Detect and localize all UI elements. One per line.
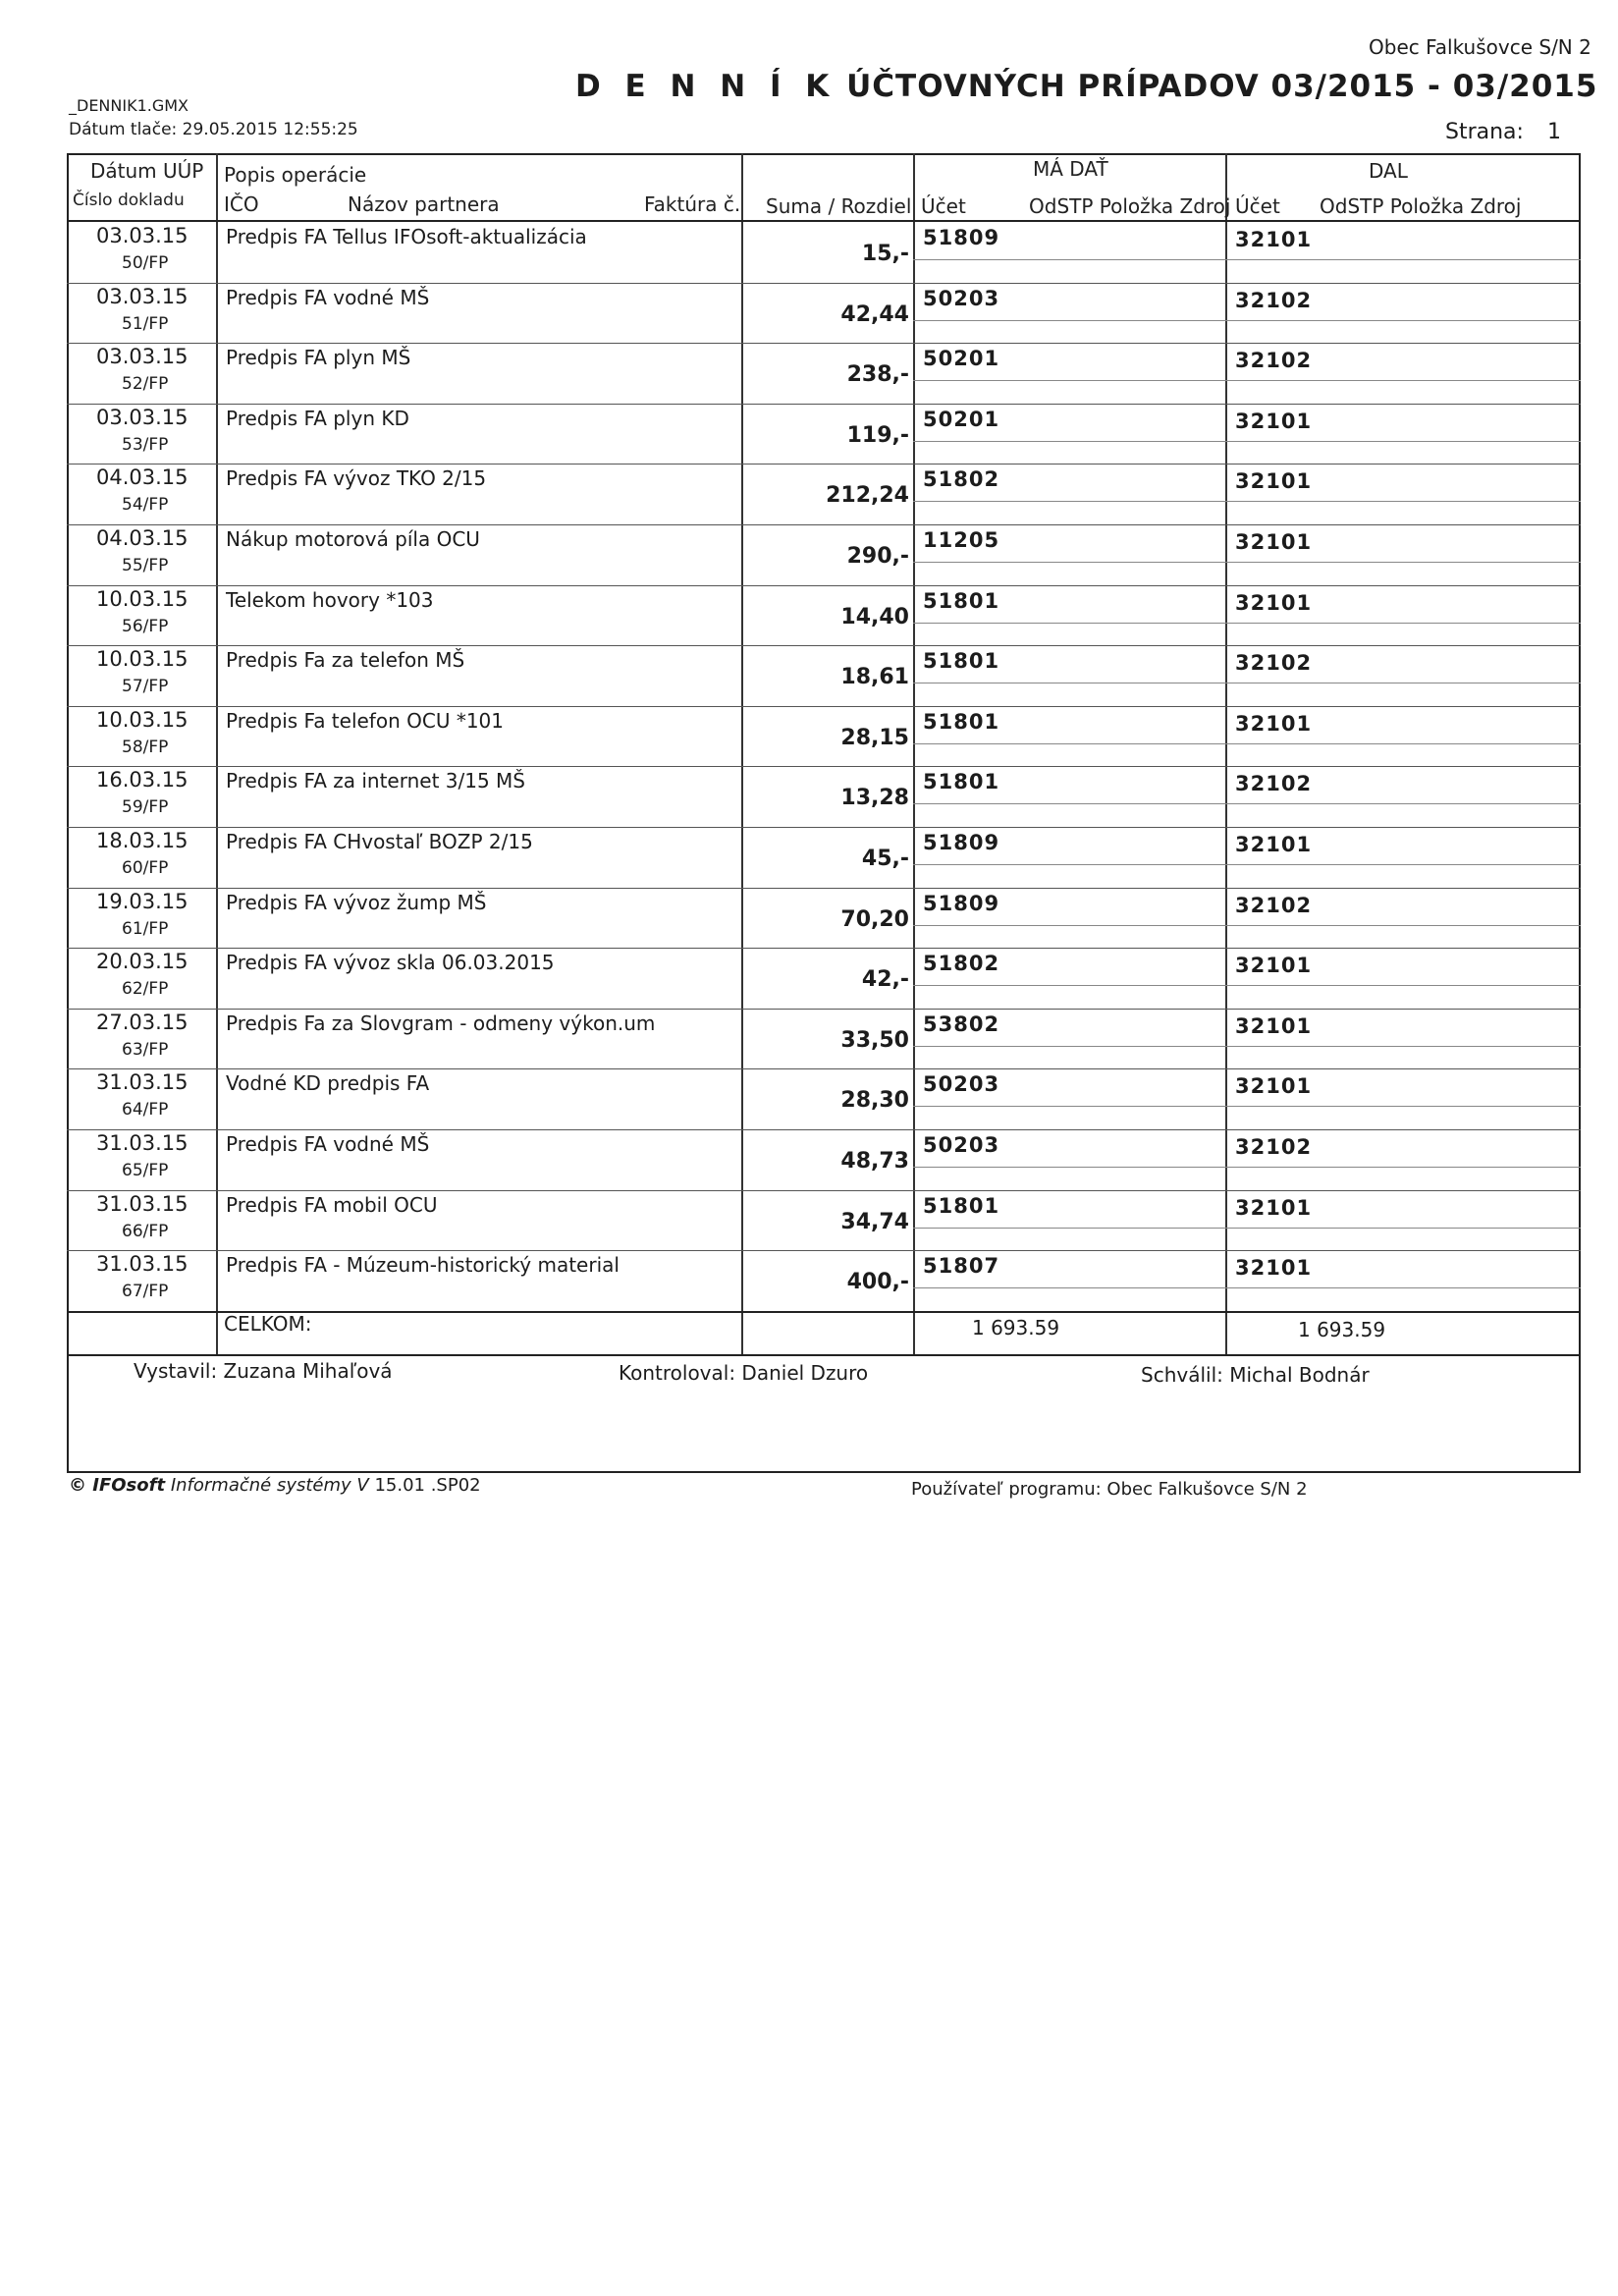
- row-date: 10.03.15: [96, 586, 189, 611]
- col-header-partner: Názov partnera: [348, 192, 500, 216]
- grid-vline: [216, 153, 218, 1354]
- row-date: 03.03.15: [96, 345, 189, 369]
- row-ma-dat-account: 50201: [923, 347, 1000, 371]
- row-ma-dat-account: 53802: [923, 1011, 1000, 1036]
- row-date: 10.03.15: [96, 647, 189, 672]
- row-doc-number: 63/FP: [122, 1039, 169, 1060]
- grid-hline: [913, 441, 1581, 442]
- row-amount: 14,40: [840, 604, 909, 629]
- grid-hline: [913, 985, 1581, 986]
- row-date: 31.03.15: [96, 1191, 189, 1216]
- row-ma-dat-account: 51801: [923, 588, 1000, 613]
- row-date: 10.03.15: [96, 707, 189, 732]
- document-title: [575, 69, 1597, 104]
- row-dal-account: 32101: [1235, 409, 1313, 433]
- row-dal-account: 32101: [1235, 1013, 1313, 1038]
- grid-hline: [913, 1106, 1581, 1107]
- row-amount: 290,-: [846, 544, 909, 569]
- row-dal-account: 32102: [1235, 349, 1313, 373]
- approved-by: Schválil: Michal Bodnár: [1141, 1363, 1370, 1387]
- col-header-date: Dátum UÚP: [90, 159, 204, 183]
- title-lead: D E N N Í K: [575, 69, 836, 104]
- grid-hline: [913, 1167, 1581, 1168]
- row-amount: 212,24: [826, 483, 909, 509]
- row-dal-account: 32101: [1235, 711, 1313, 736]
- software-name: © IFOsoft: [69, 1475, 166, 1496]
- row-doc-number: 50/FP: [122, 253, 169, 273]
- row-description: Nákup motorová píla OCU: [226, 527, 480, 551]
- grid-hline: [67, 948, 1581, 949]
- row-description: Predpis FA - Múzeum-historický material: [226, 1253, 620, 1278]
- grid-hline: [67, 1354, 1581, 1356]
- row-amount: 45,-: [861, 847, 909, 871]
- grid-hline: [67, 1068, 1581, 1069]
- row-description: Vodné KD predpis FA: [226, 1071, 430, 1096]
- row-dal-account: 32101: [1235, 954, 1313, 978]
- row-amount: 42,44: [840, 301, 909, 327]
- grid-hline: [67, 766, 1581, 767]
- row-description: Predpis FA mobil OCU: [226, 1192, 438, 1217]
- software-credit: [69, 1475, 481, 1496]
- file-name: _DENNIK1.GMX: [69, 96, 189, 115]
- grid-hline: [67, 1129, 1581, 1130]
- row-date: 03.03.15: [96, 405, 189, 429]
- grid-hline: [913, 864, 1581, 865]
- print-date: Dátum tlače: 29.05.2015 12:55:25: [69, 120, 358, 139]
- col-header-ico: IČO: [224, 192, 259, 216]
- row-dal-account: 32102: [1235, 772, 1313, 796]
- grid-hline: [67, 220, 1581, 222]
- row-ma-dat-account: 11205: [923, 528, 1000, 552]
- col-header-invoice: Faktúra č.: [644, 192, 741, 216]
- row-doc-number: 61/FP: [122, 918, 169, 939]
- row-ma-dat-account: 51801: [923, 1193, 1000, 1218]
- row-description: Predpis FA vývoz TKO 2/15: [226, 466, 487, 491]
- row-dal-account: 32101: [1235, 228, 1313, 251]
- row-dal-account: 32101: [1235, 1195, 1313, 1220]
- row-description: Predpis FA vodné MŠ: [226, 285, 430, 309]
- totals-dal: 1 693.59: [1298, 1318, 1386, 1341]
- row-ma-dat-account: 51807: [923, 1254, 1000, 1279]
- row-dal-account: 32101: [1235, 833, 1313, 856]
- grid-hline: [67, 1190, 1581, 1191]
- row-dal-account: 32102: [1235, 288, 1313, 312]
- row-amount: 48,73: [840, 1149, 909, 1174]
- row-doc-number: 60/FP: [122, 858, 169, 878]
- row-doc-number: 62/FP: [122, 979, 169, 1000]
- grid-hline: [67, 827, 1581, 828]
- row-description: Predpis FA vývoz žump MŠ: [226, 890, 487, 914]
- grid-hline: [67, 404, 1581, 405]
- row-doc-number: 54/FP: [122, 495, 169, 516]
- row-ma-dat-account: 51809: [923, 226, 1000, 249]
- row-doc-number: 56/FP: [122, 616, 169, 636]
- grid-hline: [913, 623, 1581, 624]
- row-ma-dat-account: 50203: [923, 286, 1000, 310]
- row-dal-account: 32102: [1235, 651, 1313, 676]
- grid-hline: [67, 283, 1581, 284]
- row-description: Predpis FA Tellus IFOsoft-aktualizácia: [226, 225, 587, 248]
- row-dal-account: 32102: [1235, 893, 1313, 917]
- grid-hline: [913, 1287, 1581, 1288]
- grid-hline: [913, 380, 1581, 381]
- issued-by: Vystavil: Zuzana Mihaľová: [134, 1359, 393, 1383]
- row-description: Predpis FA vývoz skla 06.03.2015: [226, 951, 555, 975]
- grid-hline: [67, 585, 1581, 586]
- row-amount: 238,-: [846, 362, 909, 388]
- row-doc-number: 59/FP: [122, 797, 169, 818]
- col-header-dal-sub: OdSTP Položka Zdroj: [1320, 194, 1522, 218]
- row-amount: 400,-: [846, 1270, 909, 1295]
- row-date: 19.03.15: [96, 889, 189, 913]
- row-date: 18.03.15: [96, 829, 189, 852]
- row-date: 03.03.15: [96, 224, 189, 247]
- row-description: Predpis Fa telefon OCU *101: [226, 708, 504, 733]
- software-desc: Informačné systémy V: [170, 1475, 369, 1496]
- row-amount: 34,74: [840, 1209, 909, 1234]
- col-header-doc: Číslo dokladu: [73, 191, 185, 210]
- col-header-desc: Popis operácie: [224, 163, 367, 187]
- row-ma-dat-account: 51809: [923, 891, 1000, 915]
- grid-hline: [913, 925, 1581, 926]
- row-description: Predpis Fa za Slovgram - odmeny výkon.um: [226, 1011, 656, 1035]
- row-amount: 42,-: [861, 967, 909, 993]
- row-ma-dat-account: 51801: [923, 649, 1000, 674]
- row-dal-account: 32101: [1235, 1256, 1313, 1281]
- row-date: 31.03.15: [96, 1070, 189, 1095]
- col-header-dal-ucet: Účet: [1235, 194, 1280, 218]
- row-ma-dat-account: 51809: [923, 831, 1000, 854]
- row-dal-account: 32101: [1235, 590, 1313, 615]
- row-amount: 119,-: [846, 422, 909, 448]
- program-user: Používateľ programu: Obec Falkušovce S/N 2: [911, 1479, 1308, 1500]
- row-amount: 13,28: [840, 786, 909, 811]
- row-doc-number: 52/FP: [122, 374, 169, 395]
- row-date: 04.03.15: [96, 465, 189, 490]
- totals-ma-dat: 1 693.59: [972, 1316, 1060, 1339]
- grid-vline: [1225, 153, 1227, 1354]
- row-doc-number: 67/FP: [122, 1282, 169, 1302]
- grid-hline: [67, 524, 1581, 525]
- row-ma-dat-account: 51802: [923, 467, 1000, 492]
- grid-hline: [67, 645, 1581, 646]
- row-doc-number: 66/FP: [122, 1221, 169, 1241]
- grid-hline: [913, 259, 1581, 260]
- row-ma-dat-account: 51802: [923, 952, 1000, 976]
- col-header-ma-dat: MÁ DAŤ: [1033, 157, 1108, 181]
- row-ma-dat-account: 51801: [923, 770, 1000, 794]
- row-dal-account: 32101: [1235, 530, 1313, 554]
- grid-hline: [913, 743, 1581, 744]
- row-dal-account: 32101: [1235, 1074, 1313, 1099]
- row-doc-number: 64/FP: [122, 1100, 169, 1121]
- grid-hline: [67, 888, 1581, 889]
- grid-hline: [913, 1046, 1581, 1047]
- row-amount: 28,30: [840, 1088, 909, 1114]
- totals-label: CELKOM:: [224, 1312, 312, 1336]
- grid-hline: [913, 803, 1581, 804]
- row-description: Predpis FA plyn MŠ: [226, 346, 411, 370]
- row-description: Predpis FA za internet 3/15 MŠ: [226, 769, 525, 793]
- row-ma-dat-account: 50203: [923, 1072, 1000, 1097]
- grid-hline: [67, 464, 1581, 465]
- row-amount: 33,50: [840, 1027, 909, 1053]
- col-header-ma-dat-ucet: Účet: [921, 194, 966, 218]
- grid-hline: [913, 320, 1581, 321]
- page-number: 1: [1547, 120, 1561, 144]
- grid-hline: [913, 1228, 1581, 1229]
- row-description: Predpis FA plyn KD: [226, 406, 409, 430]
- row-dal-account: 32101: [1235, 469, 1313, 494]
- row-date: 03.03.15: [96, 284, 189, 308]
- grid-hline: [67, 1250, 1581, 1251]
- row-description: Predpis FA CHvostaľ BOZP 2/15: [226, 830, 533, 853]
- col-header-amount: Suma / Rozdiel: [766, 194, 912, 218]
- row-doc-number: 51/FP: [122, 313, 169, 334]
- row-date: 27.03.15: [96, 1010, 189, 1034]
- grid-hline: [67, 1009, 1581, 1010]
- row-doc-number: 57/FP: [122, 677, 169, 697]
- row-ma-dat-account: 51801: [923, 709, 1000, 734]
- grid-vline: [741, 153, 743, 1354]
- row-doc-number: 65/FP: [122, 1161, 169, 1180]
- row-description: Predpis Fa za telefon MŠ: [226, 648, 465, 673]
- software-version: 15.01 .SP02: [374, 1475, 481, 1496]
- row-doc-number: 53/FP: [122, 434, 169, 455]
- row-amount: 70,20: [840, 906, 909, 932]
- row-amount: 28,15: [840, 725, 909, 750]
- grid-hline: [913, 562, 1581, 563]
- row-ma-dat-account: 50203: [923, 1133, 1000, 1157]
- row-amount: 15,-: [861, 242, 909, 266]
- grid-hline: [67, 706, 1581, 707]
- row-doc-number: 55/FP: [122, 556, 169, 575]
- row-dal-account: 32102: [1235, 1135, 1313, 1159]
- company-name-top: Obec Falkušovce S/N 2: [1369, 35, 1591, 59]
- row-date: 20.03.15: [96, 950, 189, 974]
- grid-hline: [913, 501, 1581, 502]
- row-date: 04.03.15: [96, 526, 189, 550]
- col-header-dal: DAL: [1369, 159, 1408, 183]
- row-description: Telekom hovory *103: [226, 587, 434, 612]
- col-header-ma-dat-sub: OdSTP Položka Zdroj: [1029, 194, 1231, 218]
- row-ma-dat-account: 50201: [923, 407, 1000, 431]
- row-date: 31.03.15: [96, 1131, 189, 1155]
- grid-vline: [913, 153, 915, 1354]
- row-date: 31.03.15: [96, 1252, 189, 1277]
- grid-hline: [67, 343, 1581, 344]
- title-rest: ÚČTOVNÝCH PRÍPADOV 03/2015 - 03/2015: [846, 69, 1598, 104]
- row-description: Predpis FA vodné MŠ: [226, 1132, 430, 1156]
- row-amount: 18,61: [840, 665, 909, 690]
- row-doc-number: 58/FP: [122, 737, 169, 757]
- checked-by: Kontroloval: Daniel Dzuro: [619, 1361, 869, 1385]
- row-date: 16.03.15: [96, 768, 189, 793]
- page-label: Strana:: [1445, 120, 1524, 144]
